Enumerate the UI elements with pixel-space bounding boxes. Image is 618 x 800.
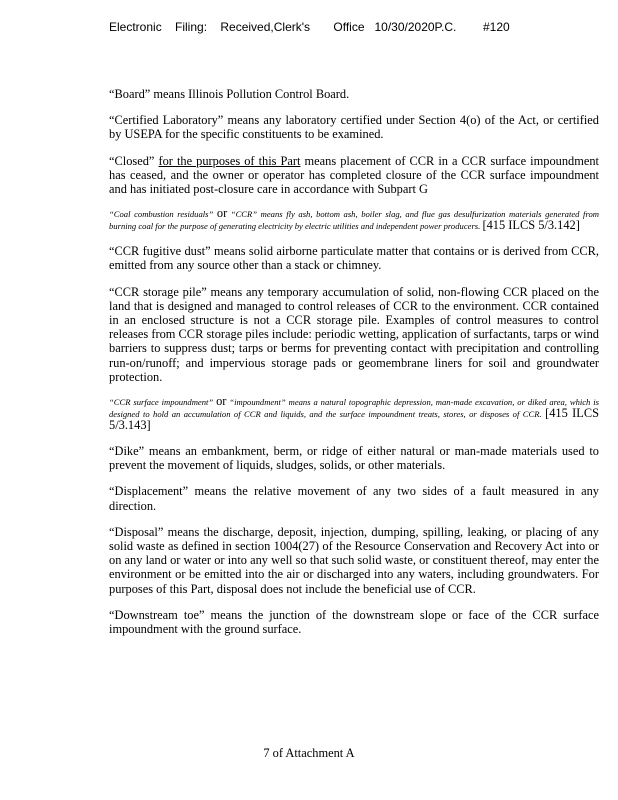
definition-downstream-toe: “Downstream toe” means the junction of the downstream slope or face of the CCR surface impoundment with the ground surface. bbox=[109, 607, 599, 637]
definition-certified-laboratory: “Certified Laboratory” means any laboratory certified under Section 4(o) of the Act, or certified by USEPA for the specific constituents to be examined. bbox=[109, 113, 599, 142]
definition-ccr-statutory bbox=[109, 208, 599, 232]
definition-board: “Board” means Illinois Pollution Control Board. bbox=[109, 87, 350, 101]
ccr-or: or bbox=[216, 206, 228, 221]
definition-dike: “Dike” means an embankment, berm, or ridge of either natural or man-made materials used to prevent the movement of liquids, sludges, solids, or other materials. bbox=[109, 444, 599, 473]
definition-displacement: “Displacement” means the relative movement of any two sides of a fault measured in any direction. bbox=[109, 484, 599, 513]
impoundment-term: “CCR surface impoundment” bbox=[109, 397, 214, 408]
definition-ccr-storage-pile: “CCR storage pile” means any temporary accumulation of solid, non-flowing CCR placed on the land that is designed and managed to control releases of CCR to the environment. CCR contained in an enclosed structure is not a CCR storage pile. Examples of control measures to control releases from CCR storage piles include: periodic wetting, application of surfactants, tarps or wind barriers to suppress dust; tarps or berms for preventing contact with precipitation and controlling run-on/runoff; and impervious storage pads or geomembrane liners for soil and groundwater protection. bbox=[109, 284, 599, 384]
closed-term: “Closed” bbox=[109, 153, 155, 168]
definition-ccr-fugitive-dust: “CCR fugitive dust” means solid airborne particulate matter that contains or is derived from CCR, emitted from any source other than a stack or chimney. bbox=[109, 244, 599, 273]
closed-underlined-insertion: for the purposes of this Part bbox=[158, 153, 301, 168]
document-body bbox=[109, 87, 599, 648]
page-footer: 7 of Attachment A bbox=[263, 746, 355, 760]
ccr-citation: [415 ILCS 5/3.142] bbox=[482, 218, 580, 233]
impoundment-or: or bbox=[216, 394, 227, 409]
definition-disposal: “Disposal” means the discharge, deposit, injection, dumping, spilling, leaking, or placing of any solid waste as defined in section 1004(27) of the Resource Conservation and Recovery Act into or on any land or water or into any well so that such solid waste, or constituent thereof, may enter the environment or be emitted into the air or discharged into any waters, including groundwaters. For purposes of this Part, disposal does not include the beneficial use of CCR. bbox=[109, 524, 599, 596]
ccr-term: “Coal combustion residuals” bbox=[109, 209, 214, 220]
closed-text: means placement of CCR in a CCR surface impoundment has ceased, and the owner or operator has completed closure of the CCR surface impoundment and has initiated post-closure care in accordance with Subpart G bbox=[109, 153, 600, 197]
definition-ccr-surface-impoundment bbox=[109, 396, 599, 432]
ccr-text: “CCR” means fly ash, bottom ash, boiler slag, and flue gas desulfurization materials generated from burning coal for the purpose of generating electricity by electric utilities and independent power producers. bbox=[109, 209, 599, 232]
definition-closed bbox=[109, 154, 599, 197]
impoundment-citation: [415 ILCS 5/3.143] bbox=[109, 406, 599, 433]
filing-header: Electronic Filing: Received,Clerk's Office 10/30/2020P.C. #120 bbox=[109, 20, 510, 34]
impoundment-text: “impoundment” means a natural topographic depression, man-made excavation, or diked area, which is designed to hold an accumulation of CCR and liquids, and the surface impoundment treats, stores, or disposes of CCR. bbox=[109, 397, 600, 420]
